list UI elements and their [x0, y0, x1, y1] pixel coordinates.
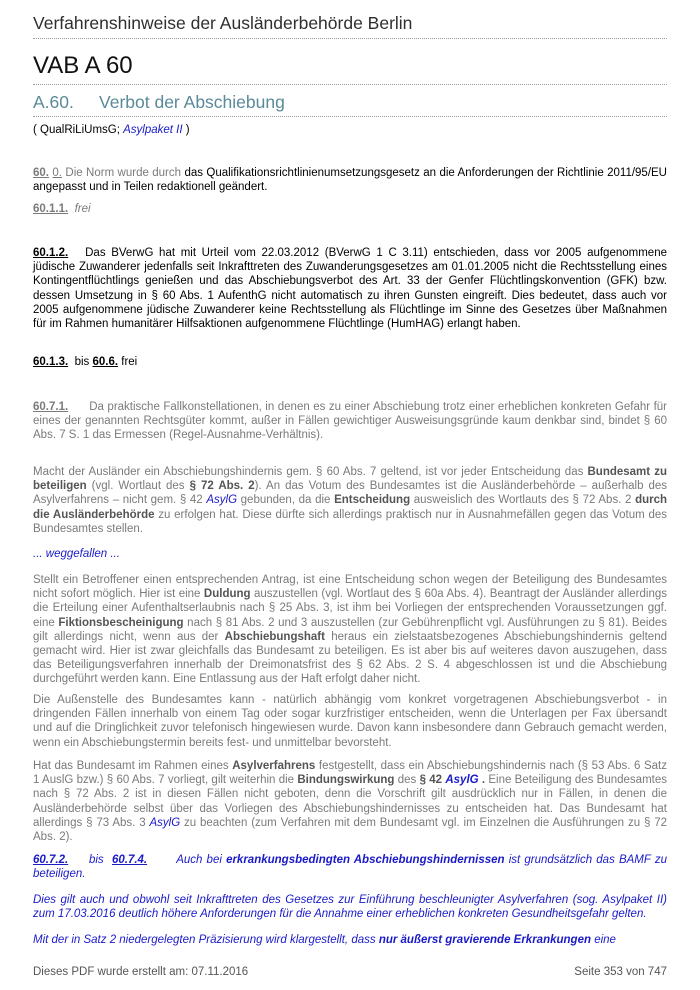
para-text: zu beachten (zum Verfahren mit dem Bundesamt vgl. im Einzelnen die Ausführungen zu § 72 Abs. 2).: [33, 816, 667, 844]
para-text: bis: [88, 854, 104, 866]
para-text-bold: .: [478, 774, 486, 787]
link-asylg[interactable]: AsylG: [445, 774, 479, 787]
paragraph-60-1-2: [33, 246, 667, 331]
para-text-bold: § 72 Abs. 2: [189, 480, 255, 493]
paragraph-duldung: [33, 573, 667, 687]
ref-close: ): [182, 124, 190, 136]
para-number-60-1-3[interactable]: 60.1.3.: [33, 356, 69, 368]
para-text-bold: Fiktionsbescheinigung: [58, 616, 184, 629]
para-text: (vgl. Wortlaut des: [86, 480, 190, 493]
para-text: eine: [591, 934, 616, 946]
para-text: das Qualifikationsrichtlinienumsetzungsgesetz an die Anforderungen der Richtlinie 2011/95/EU angepasst und in Teilen redaktionell geändert.: [33, 167, 667, 194]
para-text-bold: erkrankungsbedingten Abschiebungshindernissen: [226, 854, 505, 866]
page-number: Seite 353 von 747: [574, 966, 667, 978]
para-number-60[interactable]: 60.: [33, 167, 49, 179]
references: [33, 124, 190, 136]
para-text: Stellt ein Betroffener einen entsprechenden Antrag, ist eine Entscheidung schon wegen der Beteiligung des Bundesamtes nicht sofort möglich. Hier ist eine: [33, 574, 667, 601]
para-text: frei: [74, 203, 91, 215]
para-text: auszustellen (vgl. Wortlaut des § 60a Abs. 4). Beantragt der Ausländer allerdings die Erteilung einer Aufenthaltserlaubnis nach § 25 Abs. 3, ist ihm bei Vorliegen der entsprechenden Voraussetzungen ggf. eine: [33, 588, 668, 629]
para-text: zu erfolgen hat. Diese dürfte sich allerdings praktisch nur in Ausnahmefällen gegen das Votum des Bundesamtes stellen.: [33, 508, 667, 535]
para-number-60-7-2[interactable]: 60.7.2.: [33, 854, 69, 866]
para-text: nach § 81 Abs. 2 und 3 auszustellen (zur Gebührenpflicht vgl. Ausführungen zu § 81). Beides gilt allerdings nicht, wenn aus der: [33, 616, 667, 643]
para-text-bold: Duldung: [203, 588, 251, 601]
ref-qualrili: QualRiLiUmsG;: [40, 124, 124, 136]
weggefallen-note: ... weggefallen ...: [33, 548, 120, 560]
link-asylg[interactable]: AsylG: [149, 816, 181, 829]
paragraph-aussenstelle: Die Außenstelle des Bundesamtes kann - natürlich abhängig vom konkret vorgetragenen Abschiebungsverbot - in dringenden Fällen innerhalb von einem Tag oder sogar kurzfristiger entscheiden, wenn die Unterlagen per Fax übersandt und auf die Dringlichkeit zuvor telefonisch hingewiesen wurde. Davon kann insbesondere dann Gebrauch gemacht werden, wenn ein Abschiebungstermin bereits fest- und unmittelbar bevorsteht.: [33, 694, 667, 749]
para-number-60-1-1[interactable]: 60.1.1.: [33, 203, 69, 215]
document-title: Verfahrenshinweise der Ausländerbehörde Berlin: [33, 13, 413, 33]
ref-link-asylpaket[interactable]: Asylpaket II: [123, 124, 183, 136]
para-text-bold: Abschiebungshaft: [224, 630, 325, 643]
section-code: VAB A 60: [33, 52, 133, 79]
section-number: A.60.: [33, 92, 74, 112]
para-text: Auch bei: [176, 854, 227, 866]
para-text: ). An das Votum des Bundesamtes ist die Ausländerbehörde – außerhalb des Asylverfahrens – nicht gem. § 42: [33, 480, 668, 507]
para-text-bold: Bindungswirkung: [297, 774, 395, 787]
para-text: festgestellt, dass ein Abschiebungshindernis nach (§ 53 Abs. 6 Satz 1 AuslG bzw.) § 60 Abs. 7 vorliegt, gilt weiterhin die: [33, 760, 667, 787]
para-text: Macht der Ausländer ein Abschiebungshindernis gem. § 60 Abs. 7 geltend, ist vor jeder Entscheidung das: [33, 466, 588, 478]
para-text: Eine Beteiligung des Bundesamtes nach § 72 Abs. 2 ist in diesen Fällen nicht geboten, denn die Vorschrift gilt ausdrücklich nur in Fällen, in denen die Ausländerbehörde selbst über das Vorliegen des Abschiebungshindernisses zu entscheiden hat. Das Bundesamt hat allerdings § 73 Abs. 3: [33, 774, 667, 829]
para-number-0[interactable]: 0.: [52, 167, 62, 179]
para-text-bold: Entscheidung: [334, 494, 411, 507]
para-text-bold: Asylverfahrens: [232, 760, 316, 772]
divider: [33, 38, 667, 39]
para-text: gebunden, da die: [237, 494, 335, 507]
paragraph-asylpaket: Dies gilt auch und obwohl seit Inkrafttreten des Gesetzes zur Einführung beschleunigter Asylverfahren (sog. Asylpaket II) zum 17.03.2016 deutlich höhere Anforderungen für die Annahme einer erheblichen konkreten Gesundheitsgefahr gelten.: [33, 894, 667, 921]
paragraph-praezisierung: [33, 933, 667, 947]
para-text: Da praktische Fallkonstellationen, in denen es zu einer Abschiebung trotz einer erheblichen konkreten Gefahr für eines der genannten Rechtsgüter kommt, außer in Fällen gewichtiger Ausweisungsgründe kaum denkbar sind, bindet § 60 Abs. 7 S. 1 das Ermessen (Regel-Ausnahme-Verhältnis).: [33, 401, 667, 442]
divider: [33, 84, 667, 85]
paragraph-60-1-3: [33, 355, 667, 369]
para-text: Die Norm wurde durch: [62, 167, 185, 179]
para-text-bold: § 42: [419, 774, 446, 787]
para-text: des: [394, 774, 420, 787]
ref-open: (: [33, 124, 41, 136]
para-number-60-7-4[interactable]: 60.7.4.: [111, 854, 148, 866]
para-text-bold: durch die Ausländerbehörde: [33, 494, 668, 521]
paragraph-60-7-2: [33, 853, 667, 881]
link-asylg[interactable]: AsylG: [206, 494, 238, 507]
paragraph-60-7-1: [33, 400, 667, 443]
paragraph-60: [33, 166, 667, 194]
para-text: Das BVerwG hat mit Urteil vom 22.03.2012 (BVerwG 1 C 3.11) entschieden, dass vor 2005 aufgenommene jüdische Zuwanderer jedenfalls seit Inkrafttreten des Zuwanderungsgesetzes am 01.01.2005 nicht die Rechtsstellung eines Kontingentflüchtlings genießen und das Abschiebungsverbot des Art. 33 der Genfer Flüchtlingskonvention (GFK) bzw. dessen Umsetzung in § 60 Abs. 1 AufenthG nicht automatisch zu ihren Gunsten eingreift. Dies bedeutet, dass auch vor 2005 aufgenommene jüdische Zuwanderer keine Rechtsstellung als Flüchtlinge im Sinne des Gesetzes über Maßnahmen für im Rahmen humanitärer Hilfsaktionen aufgenommene Flüchtlinge (HumHAG) erlangt haben.: [33, 247, 667, 331]
para-number-60-6[interactable]: 60.6.: [92, 356, 119, 368]
para-text: bis: [74, 356, 90, 368]
para-text: Hat das Bundesamt im Rahmen eines: [33, 760, 233, 772]
paragraph-bindungswirkung: [33, 759, 667, 844]
paragraph-60-1-1: [33, 202, 667, 216]
section-heading: [33, 92, 285, 113]
para-text: frei: [121, 356, 138, 368]
para-text: Mit der in Satz 2 niedergelegten Präzisierung wird klargestellt, dass: [33, 934, 379, 946]
para-text-bold: Bundesamt zu beteiligen: [33, 466, 668, 493]
divider: [33, 116, 667, 117]
para-text: ausweislich des Wortlauts des § 72 Abs. 2: [410, 494, 636, 507]
created-date: Dieses PDF wurde erstellt am: 07.11.2016: [33, 966, 249, 978]
section-title: Verbot der Abschiebung: [99, 92, 285, 112]
para-text: heraus ein zielstaatsbezogenes Abschiebungshindernis geltend gemacht wird. Hier ist zwar gleichfalls das Bundesamt zu beteiligen. Es ist aber bis auf weiteres davon auszugehen, dass das Beteiligungsverfahren innerhalb der Dreimonatsfrist des § 62 Abs. 2 S. 4 abgeschlossen ist und die Abschiebung durchgeführt werden kann. Eine Entlassung aus der Haft erfolgt daher nicht.: [33, 630, 667, 686]
para-text: ist grundsätzlich das BAMF zu beteiligen.: [33, 854, 668, 881]
para-number-60-7-1[interactable]: 60.7.1.: [33, 401, 69, 413]
para-text-bold: nur äußerst gravierende Erkrankungen: [378, 934, 591, 946]
para-number-60-1-2[interactable]: 60.1.2.: [33, 247, 69, 259]
page-footer: [33, 966, 667, 978]
paragraph-bundesamt-beteiligen: [33, 465, 667, 536]
